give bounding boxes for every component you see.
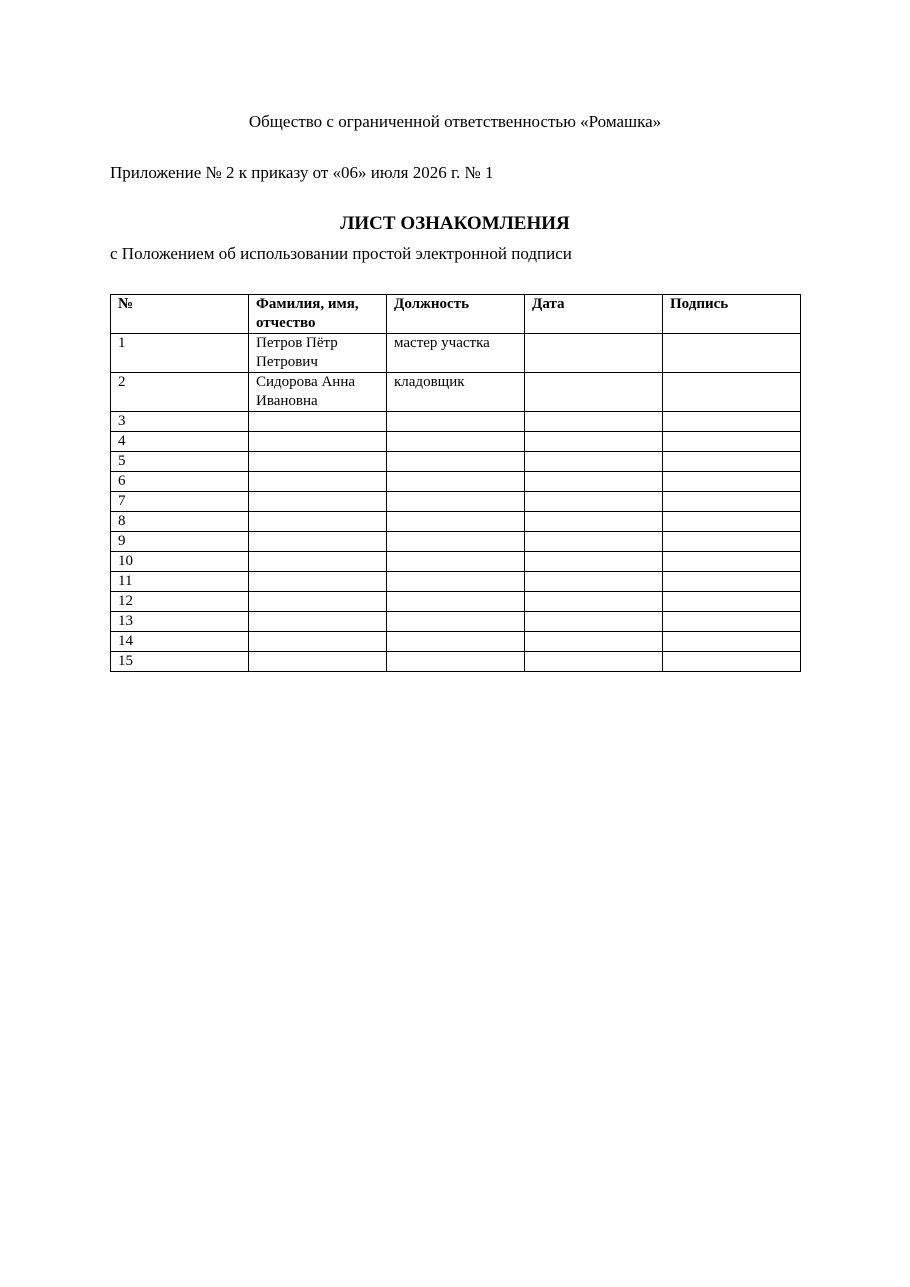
document-subtitle: с Положением об использовании простой электронной подписи — [110, 244, 572, 263]
signature-cell — [663, 373, 801, 412]
full-name-cell — [249, 652, 387, 672]
row-number-cell: 11 — [111, 572, 249, 592]
column-header-date: Дата — [525, 295, 663, 334]
position-cell — [387, 492, 525, 512]
signature-cell — [663, 532, 801, 552]
table-row — [111, 592, 801, 612]
column-header-position: Должность — [387, 295, 525, 334]
signature-cell — [663, 572, 801, 592]
full-name-cell — [249, 412, 387, 432]
position-cell — [387, 412, 525, 432]
date-cell — [525, 373, 663, 412]
signature-cell — [663, 612, 801, 632]
table-row — [111, 373, 801, 412]
signature-cell — [663, 432, 801, 452]
date-cell — [525, 412, 663, 432]
table-row — [111, 612, 801, 632]
row-number-cell: 15 — [111, 652, 249, 672]
table-row — [111, 432, 801, 452]
position-cell — [387, 472, 525, 492]
date-cell — [525, 572, 663, 592]
row-number-cell: 4 — [111, 432, 249, 452]
full-name-cell — [249, 472, 387, 492]
position-cell — [387, 432, 525, 452]
table-row — [111, 472, 801, 492]
row-number-cell: 12 — [111, 592, 249, 612]
signature-cell — [663, 334, 801, 373]
full-name-cell — [249, 532, 387, 552]
signature-cell — [663, 652, 801, 672]
signature-cell — [663, 632, 801, 652]
full-name-cell — [249, 452, 387, 472]
full-name-cell — [249, 572, 387, 592]
position-cell — [387, 612, 525, 632]
column-header-number: № — [111, 295, 249, 334]
signature-cell — [663, 412, 801, 432]
table-row — [111, 552, 801, 572]
table-row — [111, 532, 801, 552]
row-number-cell: 14 — [111, 632, 249, 652]
date-cell — [525, 532, 663, 552]
row-number-cell: 6 — [111, 472, 249, 492]
full-name-cell: Петров Пётр Петрович — [249, 334, 387, 373]
row-number-cell: 1 — [111, 334, 249, 373]
full-name-cell — [249, 632, 387, 652]
row-number-cell: 8 — [111, 512, 249, 532]
table-row — [111, 412, 801, 432]
table-header-row — [111, 295, 801, 334]
date-cell — [525, 652, 663, 672]
row-number-cell: 10 — [111, 552, 249, 572]
full-name-cell — [249, 552, 387, 572]
position-cell — [387, 552, 525, 572]
date-cell — [525, 512, 663, 532]
position-cell: кладовщик — [387, 373, 525, 412]
position-cell — [387, 652, 525, 672]
date-cell — [525, 492, 663, 512]
table-row — [111, 512, 801, 532]
full-name-cell — [249, 492, 387, 512]
signature-cell — [663, 592, 801, 612]
full-name-cell — [249, 432, 387, 452]
column-header-signature: Подпись — [663, 295, 801, 334]
date-cell — [525, 472, 663, 492]
column-header-full-name: Фамилия, имя, отчество — [249, 295, 387, 334]
signature-cell — [663, 452, 801, 472]
date-cell — [525, 592, 663, 612]
row-number-cell: 13 — [111, 612, 249, 632]
position-cell — [387, 572, 525, 592]
signature-cell — [663, 472, 801, 492]
row-number-cell: 2 — [111, 373, 249, 412]
position-cell: мастер участка — [387, 334, 525, 373]
position-cell — [387, 452, 525, 472]
row-number-cell: 5 — [111, 452, 249, 472]
document-title: ЛИСТ ОЗНАКОМЛЕНИЯ — [340, 213, 570, 234]
table-body — [111, 334, 801, 672]
date-cell — [525, 552, 663, 572]
row-number-cell: 7 — [111, 492, 249, 512]
position-cell — [387, 512, 525, 532]
table-row — [111, 492, 801, 512]
row-number-cell: 9 — [111, 532, 249, 552]
table-row — [111, 632, 801, 652]
table-row — [111, 334, 801, 373]
table-row — [111, 452, 801, 472]
date-cell — [525, 632, 663, 652]
full-name-cell — [249, 512, 387, 532]
position-cell — [387, 532, 525, 552]
date-cell — [525, 432, 663, 452]
full-name-cell: Сидорова Анна Ивановна — [249, 373, 387, 412]
signature-cell — [663, 552, 801, 572]
full-name-cell — [249, 612, 387, 632]
date-cell — [525, 452, 663, 472]
order-appendix-line: Приложение № 2 к приказу от «06» июля 2026 г. № 1 — [110, 163, 494, 182]
signature-cell — [663, 492, 801, 512]
table-row — [111, 652, 801, 672]
organization-name: Общество с ограниченной ответственностью «Ромашка» — [248, 112, 662, 131]
signature-cell — [663, 512, 801, 532]
date-cell — [525, 612, 663, 632]
row-number-cell: 3 — [111, 412, 249, 432]
table-row — [111, 572, 801, 592]
date-cell — [525, 334, 663, 373]
acknowledgment-table — [110, 294, 801, 672]
position-cell — [387, 632, 525, 652]
full-name-cell — [249, 592, 387, 612]
position-cell — [387, 592, 525, 612]
